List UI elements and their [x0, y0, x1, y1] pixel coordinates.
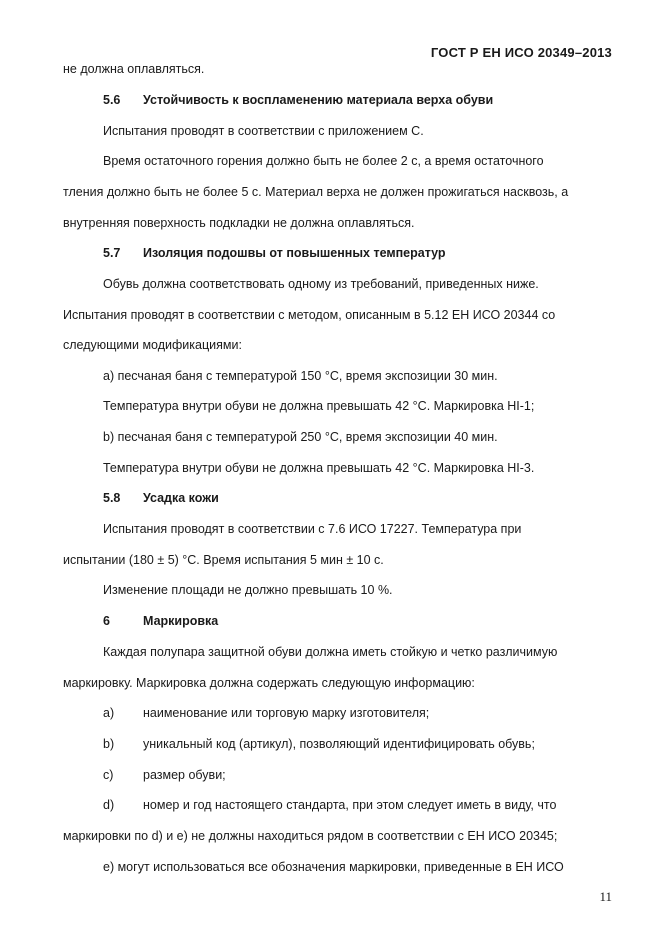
section-number: 5.6	[103, 93, 121, 107]
text-line: Обувь должна соответствовать одному из требований, приведенных ниже.	[103, 277, 539, 291]
text-line: Изменение площади не должно превышать 10 %.	[103, 583, 393, 597]
section-heading-5-8	[103, 491, 219, 505]
section-title: Устойчивость к воспламенению материала верха обуви	[143, 93, 494, 107]
section-number: 5.8	[103, 491, 121, 505]
section-title: Усадка кожи	[143, 491, 219, 505]
list-item-label: а)	[103, 706, 115, 720]
section-heading-5-7	[103, 246, 446, 260]
list-item-label: с)	[103, 768, 114, 782]
text-line: Каждая полупара защитной обуви должна иметь стойкую и четко различимую	[103, 645, 558, 659]
text-line: а) песчаная баня с температурой 150 °С, время экспозиции 30 мин.	[103, 369, 498, 383]
section-heading-6	[103, 614, 218, 628]
list-item-label: d)	[103, 798, 115, 812]
text-line: Температура внутри обуви не должна превышать 42 °С. Маркировка HI-1;	[103, 399, 535, 413]
list-item	[103, 798, 613, 812]
list-item	[103, 737, 535, 751]
document-code-header: ГОСТ Р ЕН ИСО 20349–2013	[430, 45, 612, 60]
text-line: не должна оплавляться.	[63, 62, 205, 76]
list-item	[103, 706, 429, 720]
section-title: Изоляция подошвы от повышенных температур	[143, 246, 446, 260]
section-number: 6	[103, 614, 110, 628]
text-line: е) могут использоваться все обозначения маркировки, приведенные в ЕН ИСО	[103, 860, 564, 874]
section-number: 5.7	[103, 246, 121, 260]
list-item-text: уникальный код (артикул), позволяющий идентифицировать обувь;	[143, 737, 535, 751]
list-item-label: b)	[103, 737, 115, 751]
text-line: внутренняя поверхность подкладки не должна оплавляться.	[63, 216, 415, 230]
list-item	[103, 768, 226, 782]
list-item-text: наименование или торговую марку изготовителя;	[143, 706, 430, 720]
text-line: Температура внутри обуви не должна превышать 42 °С. Маркировка HI-3.	[103, 461, 535, 475]
text-line: тления должно быть не более 5 с. Материал верха не должен прожигаться насквозь, а	[63, 185, 569, 199]
list-item-text: номер и год настоящего стандарта, при этом следует иметь в виду, что	[143, 798, 557, 812]
text-line: Испытания проводят в соответствии с приложением С.	[103, 124, 424, 138]
text-line: Время остаточного горения должно быть не более 2 с, а время остаточного	[103, 154, 544, 168]
list-item-text: размер обуви;	[143, 768, 226, 782]
page-number: 11	[599, 889, 612, 904]
text-line: маркировки по d) и е) не должны находиться рядом в соответствии с ЕН ИСО 20345;	[63, 829, 558, 843]
text-line: Испытания проводят в соответствии с 7.6 ИСО 17227. Температура при	[103, 522, 522, 536]
text-line: испытании (180 ± 5) °С. Время испытания 5 мин ± 10 с.	[63, 553, 384, 567]
text-line: Испытания проводят в соответствии с методом, описанным в 5.12 ЕН ИСО 20344 со	[63, 308, 556, 322]
section-heading-5-6	[103, 93, 493, 107]
text-line: следующими модификациями:	[63, 338, 242, 352]
section-title: Маркировка	[143, 614, 219, 628]
text-line: b) песчаная баня с температурой 250 °С, время экспозиции 40 мин.	[103, 430, 498, 444]
text-line: маркировку. Маркировка должна содержать следующую информацию:	[63, 676, 475, 690]
